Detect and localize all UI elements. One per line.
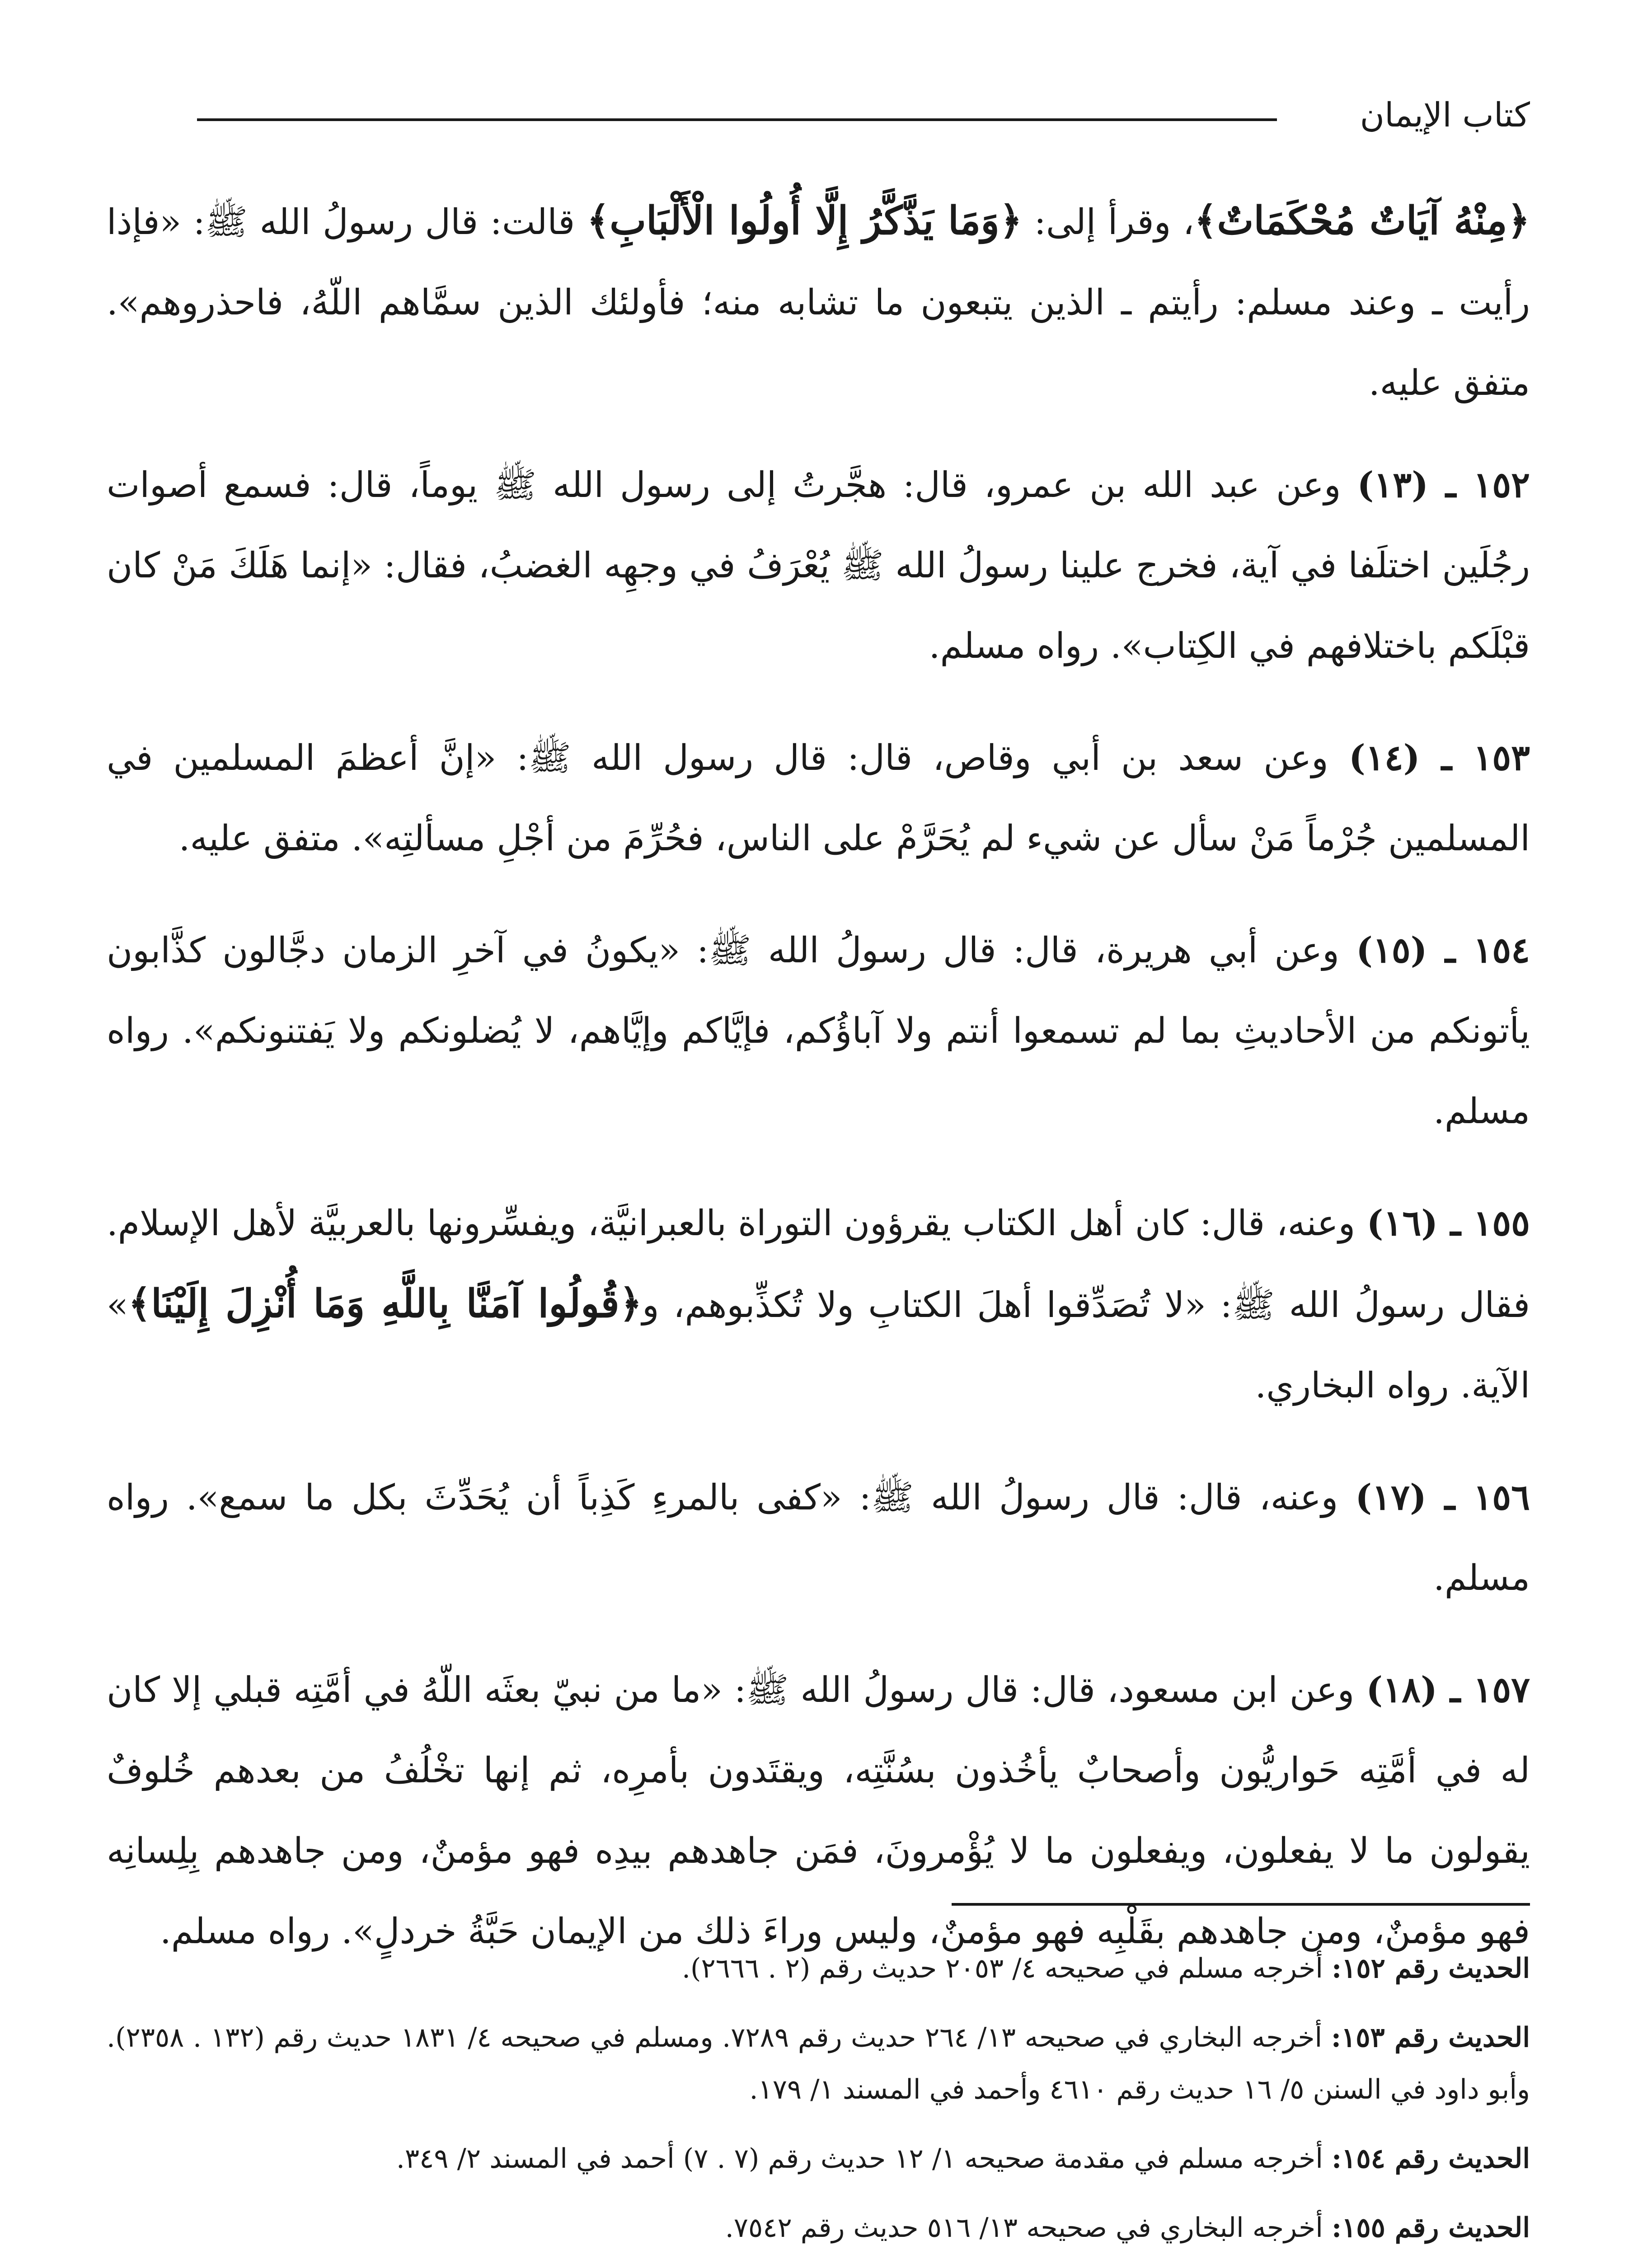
- header-rule: [197, 118, 1277, 121]
- quran-verse: ﴿وَمَا يَذَّكَّرُ إِلَّا أُولُوا الْأَلْبَابِ﴾: [587, 198, 1023, 244]
- footnote-text: أخرجه البخاري في صحيحه ١٣/ ٢٦٤ حديث رقم ٧٢٨٩. ومسلم في صحيحه ٤/ ١٨٣١ حديث رقم (١٣٢ . ٢٣٥٨). وأبو داود في السنن ٥/ ١٦ حديث رقم ٤٦١٠ وأحمد في المسند ١/ ١٧٩.: [107, 2022, 1530, 2105]
- footnote-label: الحديث رقم ١٥٣:: [1331, 2022, 1530, 2053]
- footnote: [107, 2012, 1530, 2116]
- hadith-text: » الآية. رواه البخاري.: [107, 1285, 1530, 1406]
- footnote-text: أخرجه البخاري في صحيحه ١٣/ ٥١٦ حديث رقم ٧٥٤٢.: [725, 2212, 1332, 2244]
- running-header: [116, 90, 1530, 140]
- hadith-156: [107, 1458, 1530, 1618]
- hadith-number: ١٥٢ ـ (١٣): [1357, 464, 1530, 506]
- hadith-text: وعن ابن مسعود، قال: قال رسولُ الله ﷺ: «ما من نبيّ بعثَه اللّهُ في أمَّتِه قبلي إلا كان له في أمَّتِه حَواريُّون وأصحابٌ يأخُذون بسُنَّتِه، ويقتَدون بأمرِه، ثم إنها تخْلُفُ من بعدهم خُلوفٌ يقولون ما لا يفعلون، ويفعلون ما لا يُؤْمرونَ، فمَن جاهدهم بيدِه فهو مؤمنٌ، ومن جاهدهم بِلِسانِه فهو مؤمنٌ، ومن جاهدهم بقَلْبِه فهو مؤمنٌ، وليس وراءَ ذلك من الإيمان حَبَّةُ خردلٍ». رواه مسلم.: [107, 1670, 1530, 1952]
- footnote-label: الحديث رقم ١٥٤:: [1332, 2143, 1530, 2175]
- footnote-label: الحديث رقم ١٥٢:: [1332, 1953, 1530, 1984]
- footnotes: [107, 1943, 1530, 2259]
- footnote-text: أخرجه مسلم في مقدمة صحيحه ١/ ١٢ حديث رقم (٧ . ٧) أحمد في المسند ٢/ ٣٤٩.: [396, 2143, 1332, 2175]
- hadith-text: وعن سعد بن أبي وقاص، قال: قال رسول الله ﷺ: «إنَّ أعظمَ المسلمين في المسلمين جُرْماً مَنْ سأل عن شيء لم يُحَرَّمْ على الناس، فحُرِّمَ من أجْلِ مسألتِه». متفق عليه.: [107, 738, 1530, 859]
- hadith-152: [107, 445, 1530, 686]
- footnote: [107, 2133, 1530, 2185]
- paragraph-text: ، وقرأ إلى:: [1022, 202, 1194, 243]
- footnote-text: أخرجه مسلم في صحيحه ٤/ ٢٠٥٣ حديث رقم (٢ . ٢٦٦٦).: [681, 1953, 1332, 1984]
- quran-verse: ﴿قُولُوا آمَنَّا بِاللَّهِ وَمَا أُنْزِلَ إِلَيْنَا﴾: [128, 1281, 642, 1326]
- hadith-153: [107, 718, 1530, 879]
- hadith-155: [107, 1183, 1530, 1426]
- hadith-154: [107, 910, 1530, 1152]
- hadith-text: وعن أبي هريرة، قال: قال رسولُ الله ﷺ: «يكونُ في آخرِ الزمان دجَّالون كذَّابون يأتونكم من الأحاديثِ بما لم تسمعوا أنتم ولا آباؤُكم، فإيَّاكم وإيَّاهم، لا يُضلونكم ولا يَفتنونكم». رواه مسلم.: [107, 930, 1530, 1132]
- hadith-text: وعن عبد الله بن عمرو، قال: هجَّرتُ إلى رسول الله ﷺ يوماً، قال: فسمع أصوات رجُلَين اختلَفا في آية، فخرج علينا رسولُ الله ﷺ يُعْرَفُ في وجهِه الغضبُ، فقال: «إنما هَلَكَ مَنْ كان قبْلَكم باختلافهم في الكِتاب». رواه مسلم.: [107, 465, 1530, 666]
- main-text: [107, 181, 1530, 2003]
- footnote: [107, 1943, 1530, 1995]
- hadith-number: ١٥٣ ـ (١٤): [1348, 737, 1530, 778]
- quran-verse: ﴿مِنْهُ آيَاتٌ مُحْكَمَاتٌ﴾: [1194, 198, 1530, 244]
- paragraph-text: قالت: قال رسولُ الله ﷺ: «فإذا رأيت ـ وعند مسلم: رأيتم ـ الذين يتبعون ما تشابه منه؛ فأولئك الذين سمَّاهم اللّهُ، فاحذروهم». متفق عليه.: [107, 202, 1530, 403]
- hadith-number: ١٥٥ ـ (١٦): [1366, 1203, 1530, 1244]
- chapter-title: كتاب الإيمان: [1360, 96, 1530, 135]
- footnote-separator: [952, 1903, 1530, 1906]
- hadith-number: ١٥٦ ـ (١٧): [1355, 1477, 1530, 1518]
- hadith-157: [107, 1650, 1530, 1972]
- footnote-label: الحديث رقم ١٥٥:: [1332, 2212, 1530, 2244]
- hadith-number: ١٥٤ ـ (١٥): [1356, 930, 1530, 971]
- footnote: [107, 2202, 1530, 2254]
- hadith-text: وعنه، قال: قال رسولُ الله ﷺ: «كفى بالمرءِ كَذِباً أن يُحَدِّثَ بكل ما سمع». رواه مسلم.: [107, 1477, 1530, 1598]
- hadith-number: ١٥٧ ـ (١٨): [1366, 1669, 1530, 1711]
- paragraph-continuation: [107, 181, 1530, 423]
- hadith-text: وعنه، قال: كان أهل الكتاب يقرؤون التوراة بالعبرانيَّة، ويفسِّرونها بالعربيَّة لأهل الإسلام. فقال رسولُ الله ﷺ: «لا تُصَدِّقوا أهلَ الكتابِ ولا تُكذِّبوهم، و: [107, 1203, 1530, 1326]
